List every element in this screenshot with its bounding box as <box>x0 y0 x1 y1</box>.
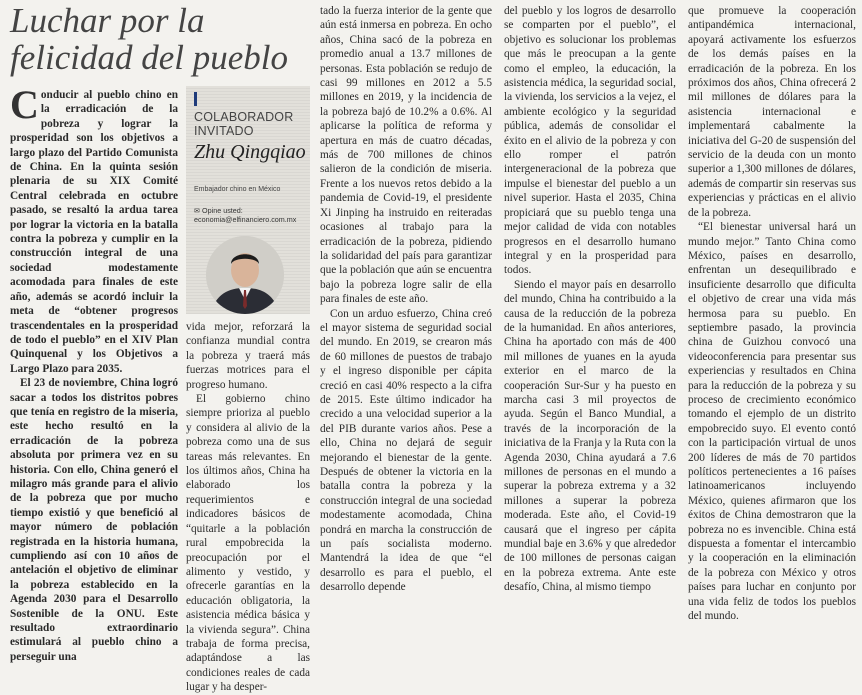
author-photo <box>206 236 284 314</box>
contributor-box <box>186 86 310 314</box>
author-role: Embajador chino en México <box>194 186 281 193</box>
column-2 <box>186 320 310 695</box>
column-1 <box>10 82 178 664</box>
opine-label: Opine usted: <box>202 206 243 215</box>
portrait-icon <box>206 236 284 314</box>
column-5 <box>688 4 856 623</box>
paragraph: tado la fuerza interior de la gente que aún está inmersa en pobreza. En ocho años, China sacó de la pobreza en promedio anual a 13.7 millones de personas. Esta población se redujo de casi 99 millones en 2012 a 5.5 millones en 2019, y la incidencia de la pobreza bajó de 10.2% a 0.6%. Al aplicarse la política de reforma y apertura en más de cuatro décadas, más de 700 millones de chinos salieron de la condición de miseria. Frente a los nuevos retos debido a la pandemia de Covid-19, el presidente Xi Jinping ha instruido en reiteradas ocasiones al trabajo para la erradicación de la pobreza, pidiendo la solidaridad del país para garantizar que la población que aún se encuentra bajo la pobreza logre salir de ella para finales de este año. <box>320 5 492 306</box>
column-4 <box>504 4 676 595</box>
column-3 <box>320 4 492 595</box>
paragraph: que promueve la cooperación antipandémica internacional, apoyará activamente los esfuerzos de los demás países en la erradicación de la pobreza. En los próximos dos años, China ofrecerá 2 mil millones de dólares para la asistencia internacional e implementará cabalmente la iniciativa del G-20 de suspensión del servicio de la deuda con un monto superior a 1,300 millones de dólares, además de compartir sin reservas sus experiencias y prácticas en el alivio de la pobreza. <box>688 5 856 219</box>
paragraph: Con un arduo esfuerzo, China creó el mayor sistema de seguridad social del mundo. En 2019, se crearon más de 60 millones de puestos de trabajo y el ingreso disponible per cápita creció en casi 40% respecto a la cifra de 2015. Este último indicador ha crecido a una velocidad superior a la del PIB durante varios años. Pese a ello, China no dejará de seguir mejorando el bienestar de la gente. Después de obtener la victoria en la batalla contra la pobreza y la construcción integral de una sociedad modestamente acomodada, China pondrá en marcha la construcción de un país socialista moderno. Mantendrá la idea de que “el desarrollo es para el pueblo, el desarrollo depende <box>320 307 492 594</box>
contact-email[interactable]: economia@elfinanciero.com.mx <box>194 215 297 224</box>
drop-cap: C <box>10 82 39 127</box>
paragraph: Conducir al pueblo chino en la erradicación de la pobreza y lograr la prosperidad son los objetivos a largo plazo del Partido Comunista de China. En la quinta sesión plenaria de su XIX Comité Central celebrada en octubre pasado, se resaltó la ardua tarea por lograr la victoria en la batalla contra la pobreza y cumplir en la construcción integral de una sociedad modestamente acomodada para finales de este año, además se acordó incluir la meta de “obtener progresos trascendentales en la prosperidad de todo el pueblo” en el XIV Plan Quinquenal y los Objetivos a Largo Plazo para 2035. <box>10 82 178 375</box>
paragraph: El gobierno chino siempre prioriza al pueblo y considera al alivio de la pobreza como una de sus tareas más relevantes. En los últimos años, China ha elaborado los requerimientos e indicadores básicos de “quitarle a la población rural empobrecida la preocupación por el alimento y vestido, y ofrecerle garantías en la educación obligatoria, la asistencia médica básica y la vivienda segura”. China trabaja de forma precisa, adaptándose a las condiciones reales de cada lugar y ha desper- <box>186 393 310 694</box>
contributor-label: COLABORADOR INVITADO <box>194 110 294 138</box>
opine-block <box>194 206 314 224</box>
paragraph: Siendo el mayor país en desarrollo del mundo, China ha contribuido a la causa de la reducción de la pobreza de la humanidad. En años anteriores, China ha aportado con más de 400 mil millones de yuanes en la ayuda exterior en el marco de la cooperación Sur-Sur y ha puesto en marcha casi 3 mil proyectos de ayuda. Según el Banco Mundial, a través de la incorporación de la iniciativa de la Franja y la Ruta con la Agenda 2030, China ayudará a 7.6 millones de personas en el mundo a superar la pobreza extrema y a 32 millones a superar la pobreza moderada. Este año, el Covid-19 causará que el ingreso per cápita mundial baje en 3.6% y que alrededor de 100 millones de personas caigan en la pobreza extrema. Ante este desafío, China, al mismo tiempo <box>504 278 676 594</box>
author-name: Zhu Qingqiao <box>194 141 306 163</box>
headline: Luchar por la felicidad del pueblo <box>10 1 288 77</box>
paragraph: vida mejor, reforzará la confianza mundial contra la pobreza y traerá más fuerzas motrices para el progreso humano. <box>186 321 310 391</box>
paragraph: El 23 de noviembre, China logró sacar a todos los distritos pobres que tenía en registro de la miseria, este hecho resultó en la erradicación de la pobreza absoluta por primera vez en su historia. Con ello, China generó el milagro más grande para el alivio de la pobreza que por mucho tiempo existió y que benefició al mayor número de población registrada en la historia humana, cumpliendo así con 10 años de antelación el objetivo de eliminar la pobreza establecido en la Agenda 2030 para el Desarrollo Sostenible de la ONU. Este resultado extraordinario estimulará al pueblo chino a perseguir una <box>10 377 178 663</box>
paragraph: “El bienestar universal hará un mundo mejor.” Tanto China como México, países en desarrollo, enfrentan un desequilibrado e insuficiente desarrollo que dificulta el objetivo de crear una vida más hermosa para su pueblo. En septiembre pasado, la provincia china de Guizhou convocó una videoconferencia para presentar sus experiencias y resultados en China para la reducción de la pobreza y su proceso de crecimiento económico tomando el ejemplo de un distrito empobrecido suyo. El evento contó con la participación virtual de unos 200 líderes de más de 70 partidos políticos pertenecientes a 16 países latinoamericanos incluyendo México, quienes afirmaron que los éxitos de China demostraron que la pobreza no es invencible. China está dispuesta a fomentar el intercambio y la cooperación en la eliminación de la pobreza con México y otros países para luchar en conjunto por una vida feliz de todos los pueblos del mundo. <box>688 221 856 623</box>
accent-bar <box>194 92 197 106</box>
mail-icon: ✉ <box>194 206 201 215</box>
paragraph: del pueblo y los logros de desarrollo se comparten por el pueblo”, el objetivo es solucionar los problemas que más le preocupan a la gente como el empleo, la educación, la asistencia médica, la seguridad social, la vivienda, los servicios a la vejez, el ambiente ecológico y la seguridad pública, además de consolidar el éxito en el alivio de la pobreza y con ello romper el patrón intergeneracional de la pobreza que impulse el bienestar del pueblo a un nivel superior. Hasta el 2035, China propiciará que su pueblo tenga una mejor calidad de vida con notables progresos en el desarrollo humano integral y en la prosperidad para todos. <box>504 5 676 277</box>
